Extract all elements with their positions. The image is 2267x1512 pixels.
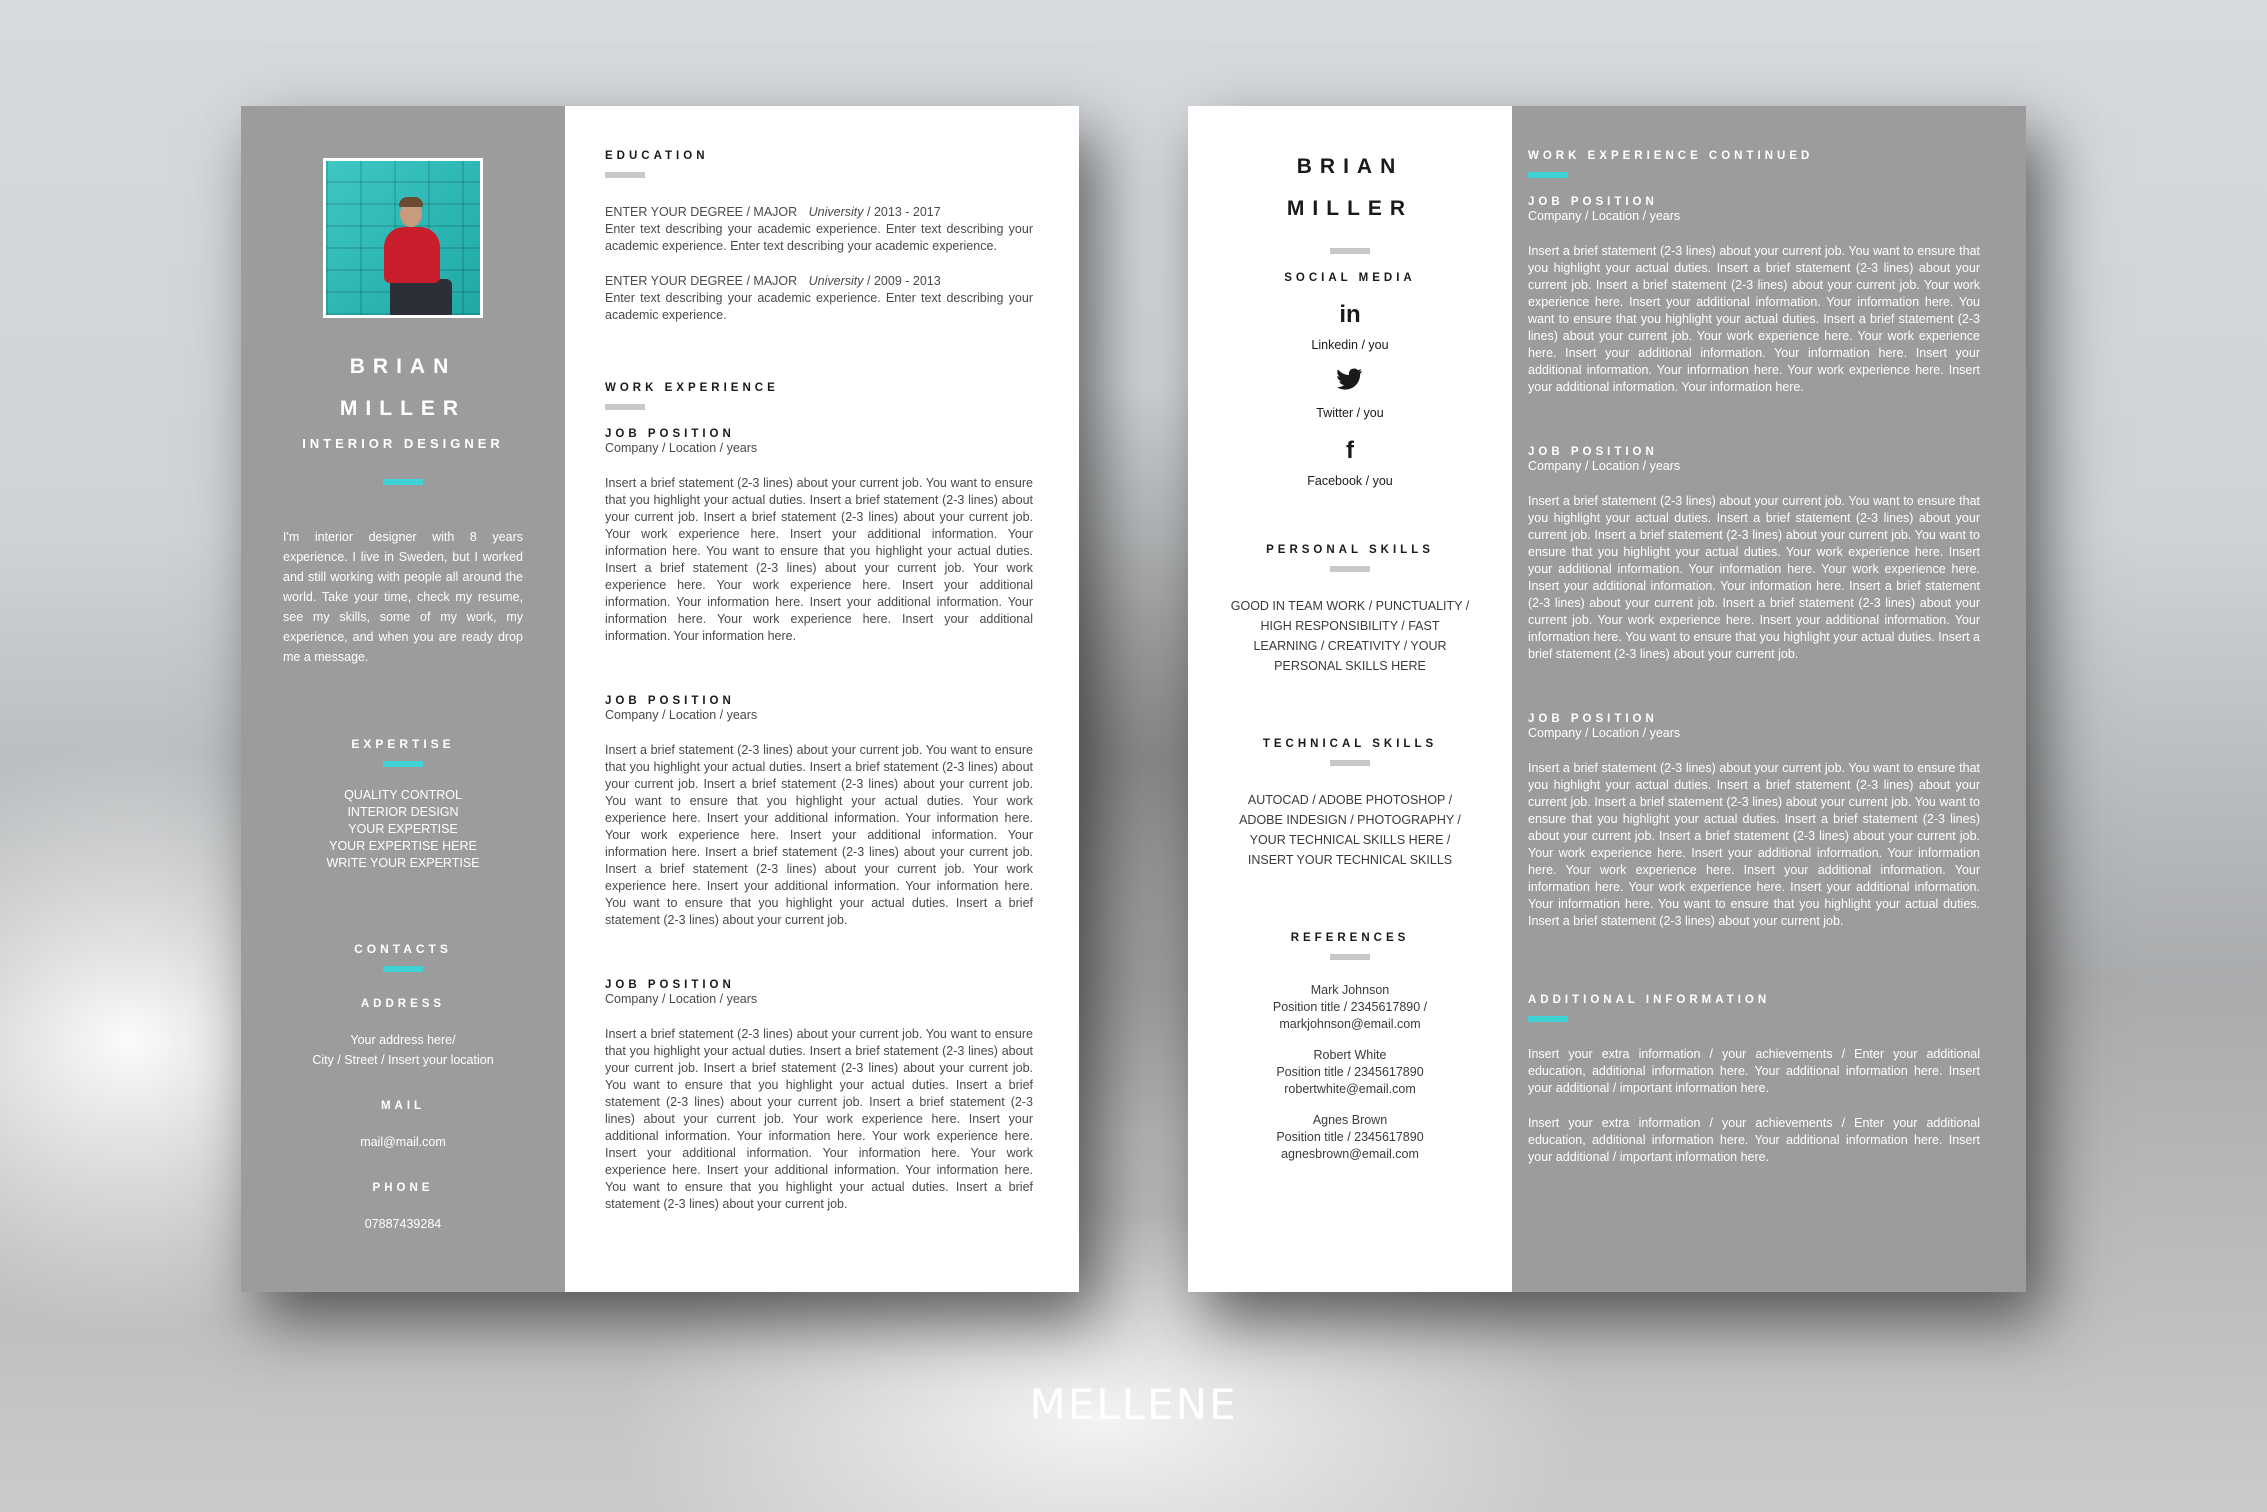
- brand-logo: MELLENE: [1029, 1380, 1238, 1429]
- job-title: JOB POSITION: [1528, 446, 1658, 458]
- expertise-item: QUALITY CONTROL: [344, 788, 462, 802]
- social-facebook: [1188, 436, 1512, 488]
- reference-entry: [1188, 1112, 1512, 1163]
- job-entry: [605, 428, 1033, 645]
- job-text: Insert a brief statement (2-3 lines) about your current job. You want to ensure that you highlight your actual duties. Insert a brief statement (2-3 lines) about your current job. Insert a brief statement (2-3 lines) about your current job. Your work experience here. Insert your additional information. Your information here. You want to ensure that you highlight your actual duties. Insert a brief statement (2-3 lines) about your current job. Your work experience here. Your work experience here. Insert your additional information. Your information here. Insert your additional information. Your information here. Your work experience here. Insert your additional information. Your information here.: [605, 476, 1033, 643]
- section-divider: [1330, 566, 1370, 572]
- expertise-list: [241, 787, 565, 872]
- reference-name: Robert White: [1313, 1048, 1387, 1062]
- work-experience-continued-title: WORK EXPERIENCE CONTINUED: [1528, 150, 1814, 162]
- social-label: Twitter / you: [1316, 406, 1384, 420]
- reference-email: agnesbrown@email.com: [1281, 1147, 1419, 1161]
- job-entry: [1528, 446, 1980, 663]
- first-name: BRIAN: [349, 355, 457, 378]
- reference-email: markjohnson@email.com: [1279, 1017, 1421, 1031]
- accent-bar: [383, 479, 423, 485]
- social-label: Linkedin / you: [1311, 338, 1389, 352]
- job-title: JOB POSITION: [605, 979, 735, 991]
- reference-position: Position title / 2345617890: [1276, 1130, 1424, 1144]
- degree-line: [605, 204, 1033, 221]
- mail-value: mail@mail.com: [360, 1135, 446, 1149]
- reference-entry: [1188, 1047, 1512, 1098]
- job-title: JOB POSITION: [605, 695, 735, 707]
- job-title: JOB POSITION: [1528, 713, 1658, 725]
- social-twitter: [1188, 368, 1512, 420]
- twitter-bird-icon: [1337, 368, 1363, 390]
- degree-years: / 2013 - 2017: [867, 205, 941, 219]
- accent-bar: [1528, 1016, 1568, 1022]
- accent-bar: [1528, 172, 1568, 178]
- mail-label: MAIL: [380, 1100, 426, 1112]
- twitter-icon: [1188, 368, 1512, 398]
- university-name: University: [808, 274, 864, 288]
- references-title: REFERENCES: [1290, 932, 1410, 944]
- technical-skills-title: TECHNICAL SKILLS: [1262, 738, 1438, 750]
- resume-page-2: [1188, 106, 2026, 1292]
- job-entry: [1528, 713, 1980, 930]
- personal-skills-text: GOOD IN TEAM WORK / PUNCTUALITY / HIGH RESPONSIBILITY / FAST LEARNING / CREATIVITY / YOUR PERSONAL SKILLS HERE: [1230, 599, 1470, 673]
- personal-skills-section: [1188, 544, 1512, 676]
- address-value: [241, 1030, 565, 1070]
- phone-label: PHONE: [372, 1182, 434, 1194]
- reference-entry: [1188, 982, 1512, 1033]
- reference-email: robertwhite@email.com: [1284, 1082, 1416, 1096]
- job-title: JOB POSITION: [1528, 196, 1658, 208]
- additional-text: Insert your extra information / your achievements / Enter your additional education, additional information here. Your additional information here. Insert your additional / important information here.: [1528, 1047, 1980, 1095]
- page1-sidebar: [241, 106, 565, 1292]
- technical-skills-section: [1188, 738, 1512, 870]
- degree-years: / 2009 - 2013: [867, 274, 941, 288]
- job-entry: [1528, 196, 1980, 396]
- section-divider: [1330, 954, 1370, 960]
- reference-name: Agnes Brown: [1312, 1113, 1388, 1127]
- last-name: MILLER: [1286, 197, 1414, 220]
- work-experience-title: WORK EXPERIENCE: [605, 382, 779, 394]
- additional-information-title: ADDITIONAL INFORMATION: [1528, 994, 1771, 1006]
- education-text: Enter text describing your academic experience. Enter text describing your academic experience.: [605, 291, 1033, 322]
- personal-skills-title: PERSONAL SKILLS: [1266, 544, 1434, 556]
- job-text: Insert a brief statement (2-3 lines) about your current job. You want to ensure that you highlight your actual duties. Insert a brief statement (2-3 lines) about your current job. Insert a brief statement (2-3 lines) about your current job. You want to ensure that you highlight your actual duties. Insert a brief statement (2-3 lines) about your current job. Insert a brief statement (2-3 lines) about your current job. Your work experience here. Insert your additional information. Your information here. Your work experience here. Insert your additional information. Your information here. Your work experience here. Insert your additional information. Your information here. You want to ensure that you highlight your actual duties. Insert a brief statement (2-3 lines) about your current job.: [1528, 761, 1980, 928]
- social-media-title: SOCIAL MEDIA: [1284, 272, 1416, 284]
- education-title: EDUCATION: [605, 150, 709, 162]
- degree-name: ENTER YOUR DEGREE / MAJOR: [605, 274, 798, 288]
- job-text: Insert a brief statement (2-3 lines) about your current job. You want to ensure that you highlight your actual duties. Insert a brief statement (2-3 lines) about your current job. Insert a brief statement (2-3 lines) about your current job. You want to ensure that you highlight your actual duties. Insert a brief statement (2-3 lines) about your current job. Insert a brief statement (2-3 lines) about your current job. Your work experience here. Insert your additional information. Your information here. Your work experience here. Insert your additional information. Your information here. Your work experience here. Insert your additional information. Your information here. You want to ensure that you highlight your actual duties. Insert a brief statement (2-3 lines) about your current job.: [605, 1027, 1033, 1211]
- page2-main: [1512, 106, 2026, 1292]
- expertise-title: EXPERTISE: [351, 737, 455, 751]
- job-entry: [605, 979, 1033, 1213]
- university-name: University: [808, 205, 864, 219]
- contacts-section: [241, 942, 565, 1234]
- profile-photo: [323, 158, 483, 318]
- job-text: Insert a brief statement (2-3 lines) about your current job. You want to ensure that you highlight your actual duties. Insert a brief statement (2-3 lines) about your current job. Insert a brief statement (2-3 lines) about your current job. You want to ensure that you highlight your actual duties. Your work experience here. Insert your additional information. Your information here. Your work experience here. Insert your additional information. Your information here. Insert a brief statement (2-3 lines) about your current job. Insert a brief statement (2-3 lines) about your current job. Your work experience here. Insert your additional information. Your information here. You want to ensure that you highlight your actual duties. Insert a brief statement (2-3 lines) about your current job.: [1528, 494, 1980, 661]
- contacts-title: CONTACTS: [354, 942, 452, 956]
- job-text: Insert a brief statement (2-3 lines) about your current job. You want to ensure that you highlight your actual duties. Insert a brief statement (2-3 lines) about your current job. Insert a brief statement (2-3 lines) about your current job. Your work experience here. Insert your additional information. Your information here. You want to ensure that you highlight your actual duties. Insert a brief statement (2-3 lines) about your current job. Your work experience here. Your work experience here. Insert your additional information. Your information here. Insert your additional information. Your information here. Your work experience here. Insert your additional information. Your information here.: [1528, 244, 1980, 394]
- name-block: [241, 346, 565, 430]
- expertise-section: [241, 737, 565, 872]
- name-block: [1188, 146, 1512, 230]
- job-role: INTERIOR DESIGNER: [302, 436, 504, 451]
- linkedin-icon: in: [1339, 301, 1361, 328]
- address-line: Your address here/: [350, 1033, 456, 1047]
- education-entry: [605, 204, 1033, 255]
- social-linkedin: [1188, 300, 1512, 352]
- address-line: City / Street / Insert your location: [312, 1053, 494, 1067]
- reference-position: Position title / 2345617890: [1276, 1065, 1424, 1079]
- section-divider: [605, 172, 645, 178]
- address-label: ADDRESS: [360, 998, 446, 1010]
- job-company: Company / Location / years: [1528, 209, 1681, 223]
- job-entry: [605, 695, 1033, 929]
- degree-line: [605, 273, 1033, 290]
- expertise-item: INTERIOR DESIGN: [347, 805, 459, 819]
- resume-page-1: [241, 106, 1079, 1292]
- job-text: Insert a brief statement (2-3 lines) about your current job. You want to ensure that you highlight your actual duties. Insert a brief statement (2-3 lines) about your current job. Insert a brief statement (2-3 lines) about your current job. You want to ensure that you highlight your actual duties. Your work experience here. Insert your additional information. Your information here. Your work experience here. Insert your additional information. Your information here. Insert a brief statement (2-3 lines) about your current job. Insert a brief statement (2-3 lines) about your current job. Your work experience here. Insert your additional information. Your information here. You want to ensure that you highlight your actual duties. Insert a brief statement (2-3 lines) about your current job.: [605, 743, 1033, 927]
- degree-name: ENTER YOUR DEGREE / MAJOR: [605, 205, 798, 219]
- technical-skills-text: AUTOCAD / ADOBE PHOTOSHOP / ADOBE INDESIGN / PHOTOGRAPHY / YOUR TECHNICAL SKILLS HERE / INSERT YOUR TECHNICAL SKILLS: [1239, 793, 1461, 867]
- expertise-item: WRITE YOUR EXPERTISE: [326, 856, 480, 870]
- last-name: MILLER: [339, 397, 467, 420]
- job-title: JOB POSITION: [605, 428, 735, 440]
- references-section: [1188, 932, 1512, 1163]
- phone-value: 07887439284: [364, 1217, 442, 1231]
- reference-name: Mark Johnson: [1310, 983, 1390, 997]
- first-name: BRIAN: [1296, 155, 1404, 178]
- page2-sidebar: [1188, 106, 1512, 1292]
- social-label: Facebook / you: [1307, 474, 1393, 488]
- education-entry: [605, 273, 1033, 324]
- accent-bar: [383, 966, 423, 972]
- education-text: Enter text describing your academic experience. Enter text describing your academic experience. Enter text describing your academic experience.: [605, 222, 1033, 253]
- section-divider: [605, 404, 645, 410]
- reference-position: Position title / 2345617890 /: [1272, 1000, 1428, 1014]
- page1-main: [565, 106, 1079, 1292]
- about-text: I'm interior designer with 8 years experience. I live in Sweden, but I worked and still working with people all around the world. Take your time, check my resume, see my skills, some of my work, my experience, and when you are ready drop me a message.: [283, 530, 523, 664]
- job-company: Company / Location / years: [605, 992, 758, 1006]
- expertise-item: YOUR EXPERTISE HERE: [329, 839, 477, 853]
- section-divider: [1330, 248, 1370, 254]
- job-company: Company / Location / years: [605, 708, 758, 722]
- job-company: Company / Location / years: [1528, 726, 1681, 740]
- expertise-item: YOUR EXPERTISE: [348, 822, 458, 836]
- accent-bar: [383, 761, 423, 767]
- job-company: Company / Location / years: [605, 441, 758, 455]
- facebook-icon: f: [1346, 437, 1354, 464]
- job-company: Company / Location / years: [1528, 459, 1681, 473]
- additional-text: Insert your extra information / your achievements / Enter your additional education, additional information here. Your additional information here. Insert your additional / important information here.: [1528, 1116, 1980, 1164]
- section-divider: [1330, 760, 1370, 766]
